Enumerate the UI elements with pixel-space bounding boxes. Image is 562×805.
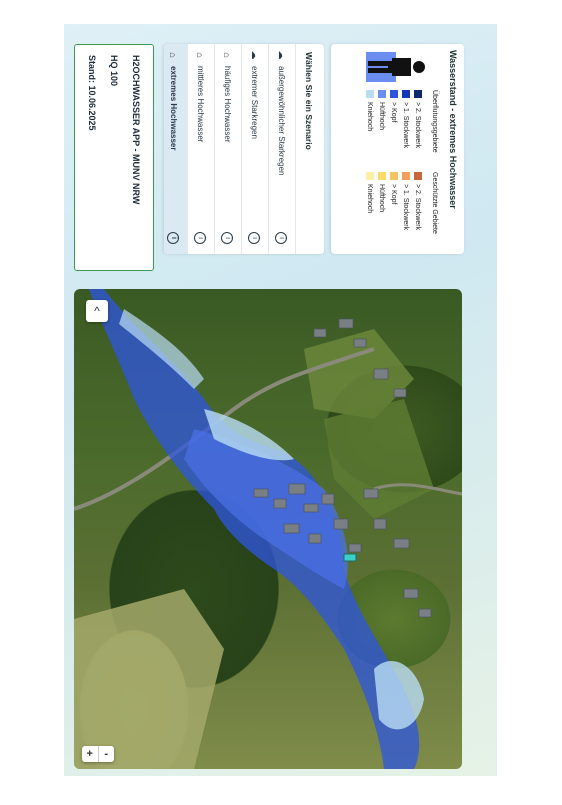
rain-cloud-icon: ☁ [250, 50, 260, 60]
flood-map[interactable] [74, 289, 462, 769]
protected-areas-heading: Geschützte Gebiete [431, 172, 438, 234]
legend-item: > Kopf [390, 172, 398, 204]
legend-swatch [378, 172, 386, 180]
scenario-card [164, 44, 324, 254]
house-flood-icon: ⌂ [168, 52, 179, 58]
flood-areas-heading: Überflutungsgebiete [431, 90, 438, 153]
info-icon[interactable]: i [222, 232, 234, 244]
legend-swatch [366, 90, 374, 98]
legend-swatch [414, 90, 422, 98]
legend-item: Hüfthoch [378, 90, 386, 130]
zoom-control [82, 746, 114, 762]
legend-swatch [390, 172, 398, 180]
chevron-up-icon: ^ [94, 304, 100, 318]
side-panel [64, 44, 464, 274]
info-icon[interactable]: i [276, 232, 288, 244]
house-flood-icon: ⌂ [222, 52, 233, 58]
app-page [64, 24, 497, 776]
legend-swatch [402, 90, 410, 98]
scenario-option-medium-flood[interactable]: ⌂ mittleres Hochwasser i [187, 44, 215, 254]
scenario-option-extraordinary-heavy-rain[interactable]: ☁ außergewöhnlicher Starkregen i [268, 44, 296, 254]
house-flood-icon: ⌂ [195, 52, 206, 58]
legend-item: Hüfthoch [378, 172, 386, 212]
person-scale-icon [366, 52, 426, 82]
info-card [74, 44, 154, 271]
legend-item: > 1. Stockwerk [402, 172, 410, 230]
info-icon[interactable]: i [168, 232, 180, 244]
info-icon[interactable]: i [195, 232, 207, 244]
zoom-in-button[interactable]: + [86, 748, 93, 760]
collapse-panel-button[interactable] [86, 300, 108, 322]
info-icon[interactable]: i [249, 232, 261, 244]
legend-title: Wasserstand - extremes Hochwasser [448, 50, 458, 209]
scenario-option-extreme-heavy-rain[interactable]: ☁ extremer Starkregen i [241, 44, 269, 254]
scenario-title: Wählen Sie ein Szenario [304, 52, 314, 150]
zoom-out-button[interactable]: - [98, 746, 115, 762]
legend-swatch [366, 172, 374, 180]
legend-card [331, 44, 464, 254]
map-overlay [74, 289, 462, 769]
scenario-code: HQ 100 [109, 55, 119, 87]
rain-cloud-icon: ☁ [277, 50, 287, 60]
app-name: H2OCHWASSER APP - MUNV NRW [131, 55, 141, 205]
legend-swatch [402, 172, 410, 180]
scenario-option-frequent-flood[interactable]: ⌂ häufiges Hochwasser i [214, 44, 242, 254]
legend-item: Kniehoch [366, 90, 374, 131]
legend-swatch [390, 90, 398, 98]
legend-swatch [378, 90, 386, 98]
legend-item: Kniehoch [366, 172, 374, 213]
legend-item: > Kopf [390, 90, 398, 122]
legend-item: > 2. Stockwerk [414, 172, 422, 230]
data-date: Stand: 10.06.2025 [87, 55, 97, 131]
scenario-option-extreme-flood[interactable]: ⌂ extremes Hochwasser i [164, 44, 188, 254]
legend-item: > 1. Stockwerk [402, 90, 410, 148]
legend-item: > 2. Stockwerk [414, 90, 422, 148]
legend-swatch [414, 172, 422, 180]
